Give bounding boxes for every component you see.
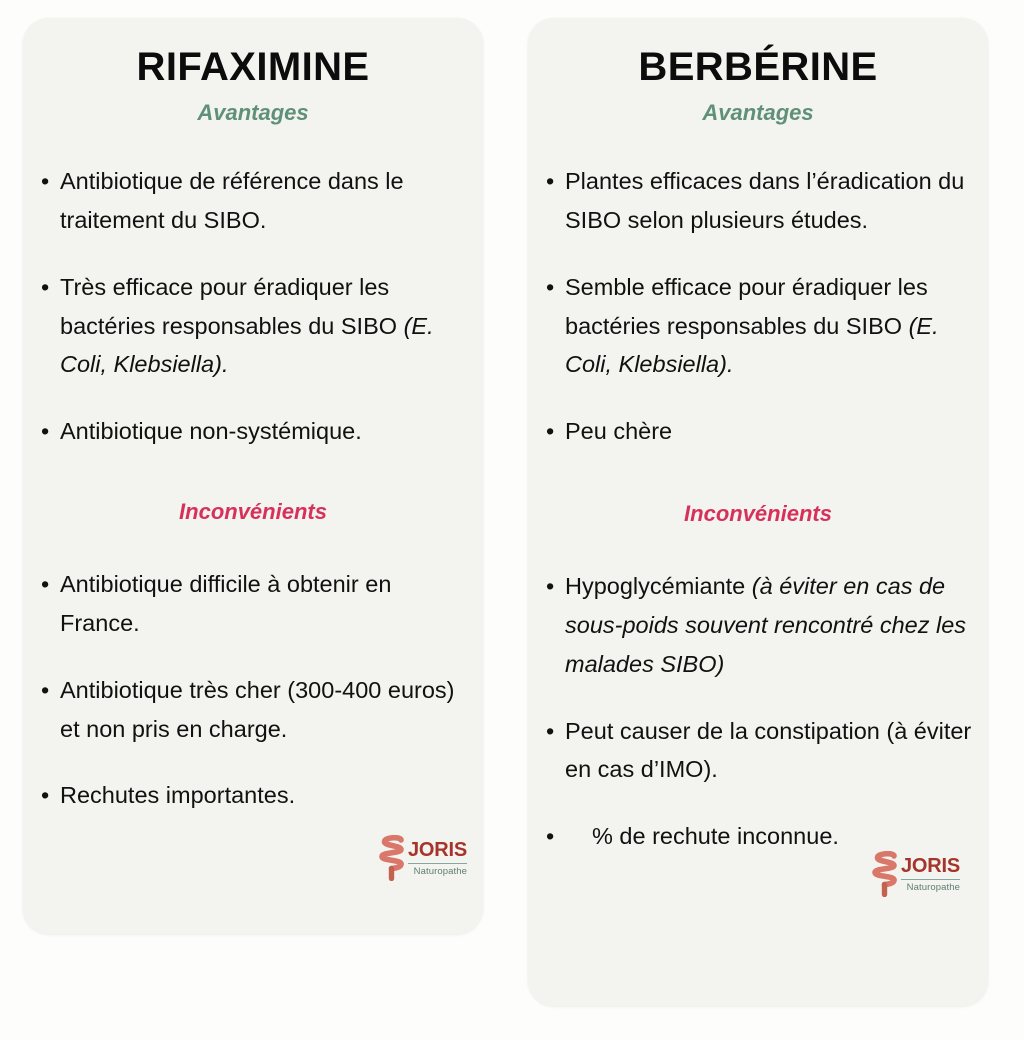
bullet-icon: • [41, 571, 50, 598]
list-item [544, 268, 972, 384]
brand-wordmark [408, 840, 467, 877]
bullet-icon: • [546, 418, 555, 445]
list-item-text: Antibiotique difficile à obtenir en France. [60, 571, 392, 637]
list-item-text: % de rechute inconnue. [592, 823, 839, 850]
bullet-icon: • [41, 418, 50, 445]
comparison-card-rifaximine [23, 18, 483, 934]
comparison-card-berberine [528, 18, 988, 1006]
list-item [544, 412, 972, 451]
bullet-icon: • [546, 168, 555, 195]
brand-subtitle: Naturopathe [413, 865, 468, 877]
list-item [39, 671, 467, 749]
brand-logo [868, 850, 976, 898]
list-item-text: Antibiotique très cher (300-400 euros) et non pris en charge. [60, 676, 455, 742]
card-title: RIFAXIMINE [136, 45, 370, 89]
brand-name: JORIS [408, 840, 467, 864]
pros-heading: Avantages [702, 100, 814, 125]
bullet-icon: • [546, 717, 555, 744]
brand-wordmark [901, 856, 960, 893]
list-item-text: Antibiotique non-systémique. [60, 418, 362, 445]
list-item-emphasis: (E. Coli, Klebsiella). [565, 312, 939, 378]
bullet-icon: • [41, 676, 50, 703]
cons-list [544, 567, 972, 856]
bullet-icon: • [546, 273, 555, 300]
list-item-text: Très efficace pour éradiquer les bactéries responsables du SIBO (E. Coli, Klebsiella). [60, 273, 434, 378]
card-title: BERBÉRINE [638, 45, 878, 89]
bullet-icon: • [546, 573, 555, 600]
list-item-emphasis: (E. Coli, Klebsiella). [60, 312, 434, 378]
bullet-icon: • [41, 782, 50, 809]
list-item [39, 268, 467, 384]
bullet-icon: • [41, 168, 50, 195]
brand-logo [375, 834, 483, 882]
list-item [39, 162, 467, 240]
intestine-icon [868, 851, 902, 897]
list-item-text: Peu chère [565, 418, 673, 445]
bullet-icon: • [546, 823, 555, 850]
cons-list [39, 565, 467, 815]
list-item-text: Semble efficace pour éradiquer les bactéries responsables du SIBO (E. Coli, Klebsiella). [565, 273, 939, 378]
brand-name: JORIS [901, 856, 960, 880]
list-item [544, 567, 972, 683]
list-item-text: Antibiotique de référence dans le traitement du SIBO. [60, 168, 404, 234]
cons-heading: Inconvénients [684, 500, 832, 526]
list-item-text: Rechutes importantes. [60, 782, 296, 809]
list-item-text: Plantes efficaces dans l’éradication du SIBO selon plusieurs études. [565, 168, 965, 234]
intestine-icon [375, 835, 409, 881]
list-item [544, 712, 972, 790]
pros-heading: Avantages [197, 100, 309, 125]
bullet-icon: • [41, 273, 50, 300]
list-item [39, 565, 467, 643]
pros-list [39, 162, 467, 451]
list-item [39, 412, 467, 451]
list-item-text: Hypoglycémiante (à éviter en cas de sous-poids souvent rencontré chez les malades SIBO) [565, 573, 967, 677]
cons-heading: Inconvénients [179, 498, 327, 524]
list-item [544, 162, 972, 240]
list-item [39, 776, 467, 815]
list-item-emphasis: (à éviter en cas de sous-poids souvent rencontré chez les malades SIBO) [565, 573, 967, 677]
brand-subtitle: Naturopathe [906, 881, 961, 893]
list-item-text: Peut causer de la constipation (à éviter en cas d’IMO). [565, 717, 972, 783]
pros-list [544, 162, 972, 451]
